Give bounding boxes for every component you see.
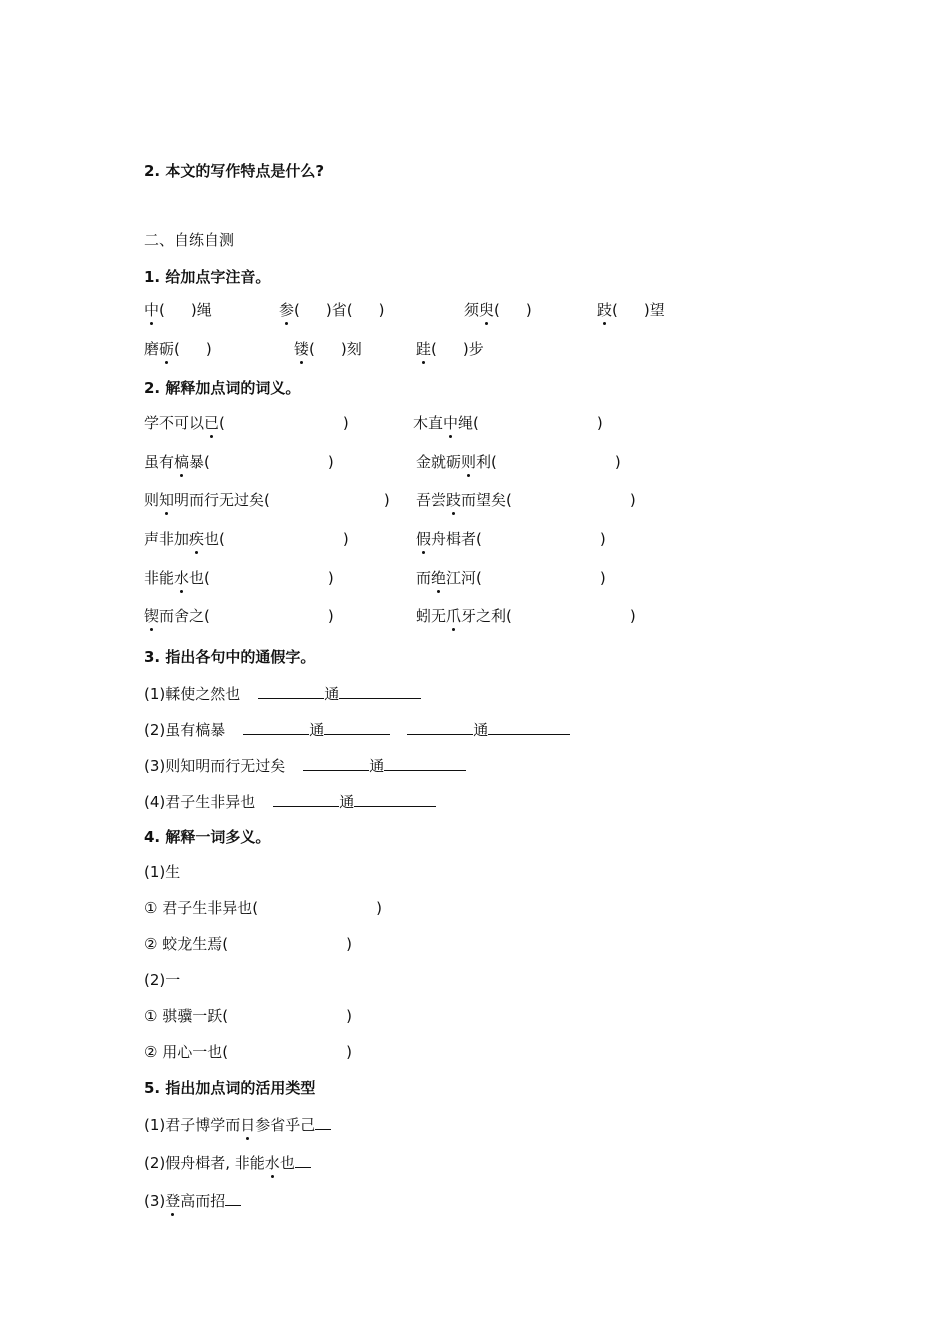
ex2-right-6: 蚓无爪牙之利( ) — [416, 607, 636, 625]
dotted-char: 登 — [165, 1192, 181, 1210]
ex5-item-2: (2)假舟楫者, 非能水也 — [144, 1152, 311, 1173]
ex4-line-2: ① 君子生非异也( ) — [144, 899, 382, 917]
ex1-row2-item1: 磨砺( ) — [144, 340, 212, 358]
ex2-title: 2. 解释加点词的词义。 — [144, 379, 301, 397]
ex4-line-1: (1)生 — [144, 863, 181, 881]
ex2-right-2: 金就砺则利( ) — [416, 453, 621, 471]
ex2-left-6: 锲而舍之( ) — [144, 607, 334, 625]
ex4-line-3: ② 蛟龙生焉( ) — [144, 935, 352, 953]
ex4-line-6: ② 用心一也( ) — [144, 1043, 352, 1061]
answer-blank[interactable] — [225, 1190, 241, 1206]
dotted-char: 跬 — [416, 340, 432, 358]
ex4-line-4: (2)一 — [144, 971, 181, 989]
dotted-char: 知 — [159, 491, 175, 509]
ex5-item-3: (3)登高而招 — [144, 1190, 241, 1211]
dotted-char: 日 — [240, 1116, 256, 1134]
ex4-title: 4. 解释一词多义。 — [144, 828, 271, 846]
ex3-title: 3. 指出各句中的通假字。 — [144, 648, 316, 666]
dotted-char: 爪 — [446, 607, 462, 625]
answer-blank[interactable] — [243, 719, 309, 735]
ex2-left-1: 学不可以已( ) — [144, 414, 349, 432]
ex5-title: 5. 指出加点词的活用类型 — [144, 1079, 316, 1097]
question-2: 2. 本文的写作特点是什么? — [144, 162, 325, 180]
dotted-char: 水 — [264, 1154, 280, 1172]
dotted-char: 已 — [204, 414, 220, 432]
ex2-left-4: 声非加疾也( ) — [144, 530, 349, 548]
dotted-char: 跂 — [446, 491, 462, 509]
ex3-item-3: (3)则知明而行无过矣 通 — [144, 755, 466, 776]
ex1-row2-item2: 镂( )刻 — [294, 340, 362, 358]
ex1-row1-item3: 须臾( ) — [464, 301, 532, 319]
answer-blank[interactable] — [324, 719, 390, 735]
dotted-char: 槁 — [174, 453, 190, 471]
dotted-char: 中 — [443, 414, 459, 432]
answer-blank[interactable] — [407, 719, 473, 735]
ex1-row1-item1: 中( )绳 — [144, 301, 212, 319]
answer-blank[interactable] — [258, 683, 324, 699]
section-heading: 二、自练自测 — [144, 231, 235, 249]
ex3-item-2: (2)虽有槁暴 通 通 — [144, 719, 570, 740]
ex2-right-4: 假舟楫者( ) — [416, 530, 606, 548]
ex1-title: 1. 给加点字注音。 — [144, 268, 271, 286]
dotted-char: 跂 — [597, 301, 613, 319]
dotted-char: 锲 — [144, 607, 160, 625]
answer-blank[interactable] — [273, 791, 339, 807]
answer-blank[interactable] — [384, 755, 466, 771]
dotted-char: 假 — [416, 530, 432, 548]
ex5-item-1: (1)君子博学而日参省乎己 — [144, 1114, 331, 1135]
ex2-right-5: 而绝江河( ) — [416, 569, 606, 587]
answer-blank[interactable] — [354, 791, 436, 807]
ex2-left-3: 则知明而行无过矣( ) — [144, 491, 390, 509]
ex2-left-5: 非能水也( ) — [144, 569, 334, 587]
dotted-char: 砺 — [159, 340, 175, 358]
dotted-char: 疾 — [189, 530, 205, 548]
ex2-left-2: 虽有槁暴( ) — [144, 453, 334, 471]
answer-blank[interactable] — [488, 719, 570, 735]
ex3-item-4: (4)君子生非异也 通 — [144, 791, 436, 812]
ex2-right-1: 木直中绳( ) — [413, 414, 603, 432]
ex1-row1-item4: 跂( )望 — [597, 301, 665, 319]
dotted-char: 绝 — [431, 569, 447, 587]
dotted-char: 臾 — [479, 301, 495, 319]
dotted-char: 中 — [144, 301, 160, 319]
ex3-item-1: (1)輮使之然也 通 — [144, 683, 421, 704]
ex1-row2-item3: 跬( )步 — [416, 340, 484, 358]
ex1-row1-item2: 参( )省( ) — [279, 301, 385, 319]
dotted-char: 镂 — [294, 340, 310, 358]
ex4-line-5: ① 骐骥一跃( ) — [144, 1007, 352, 1025]
answer-blank[interactable] — [315, 1114, 331, 1130]
dotted-char: 参 — [279, 301, 295, 319]
dotted-char: 水 — [174, 569, 190, 587]
answer-blank[interactable] — [339, 683, 421, 699]
answer-blank[interactable] — [295, 1152, 311, 1168]
ex2-right-3: 吾尝跂而望矣( ) — [416, 491, 636, 509]
answer-blank[interactable] — [303, 755, 369, 771]
dotted-char: 则 — [461, 453, 477, 471]
